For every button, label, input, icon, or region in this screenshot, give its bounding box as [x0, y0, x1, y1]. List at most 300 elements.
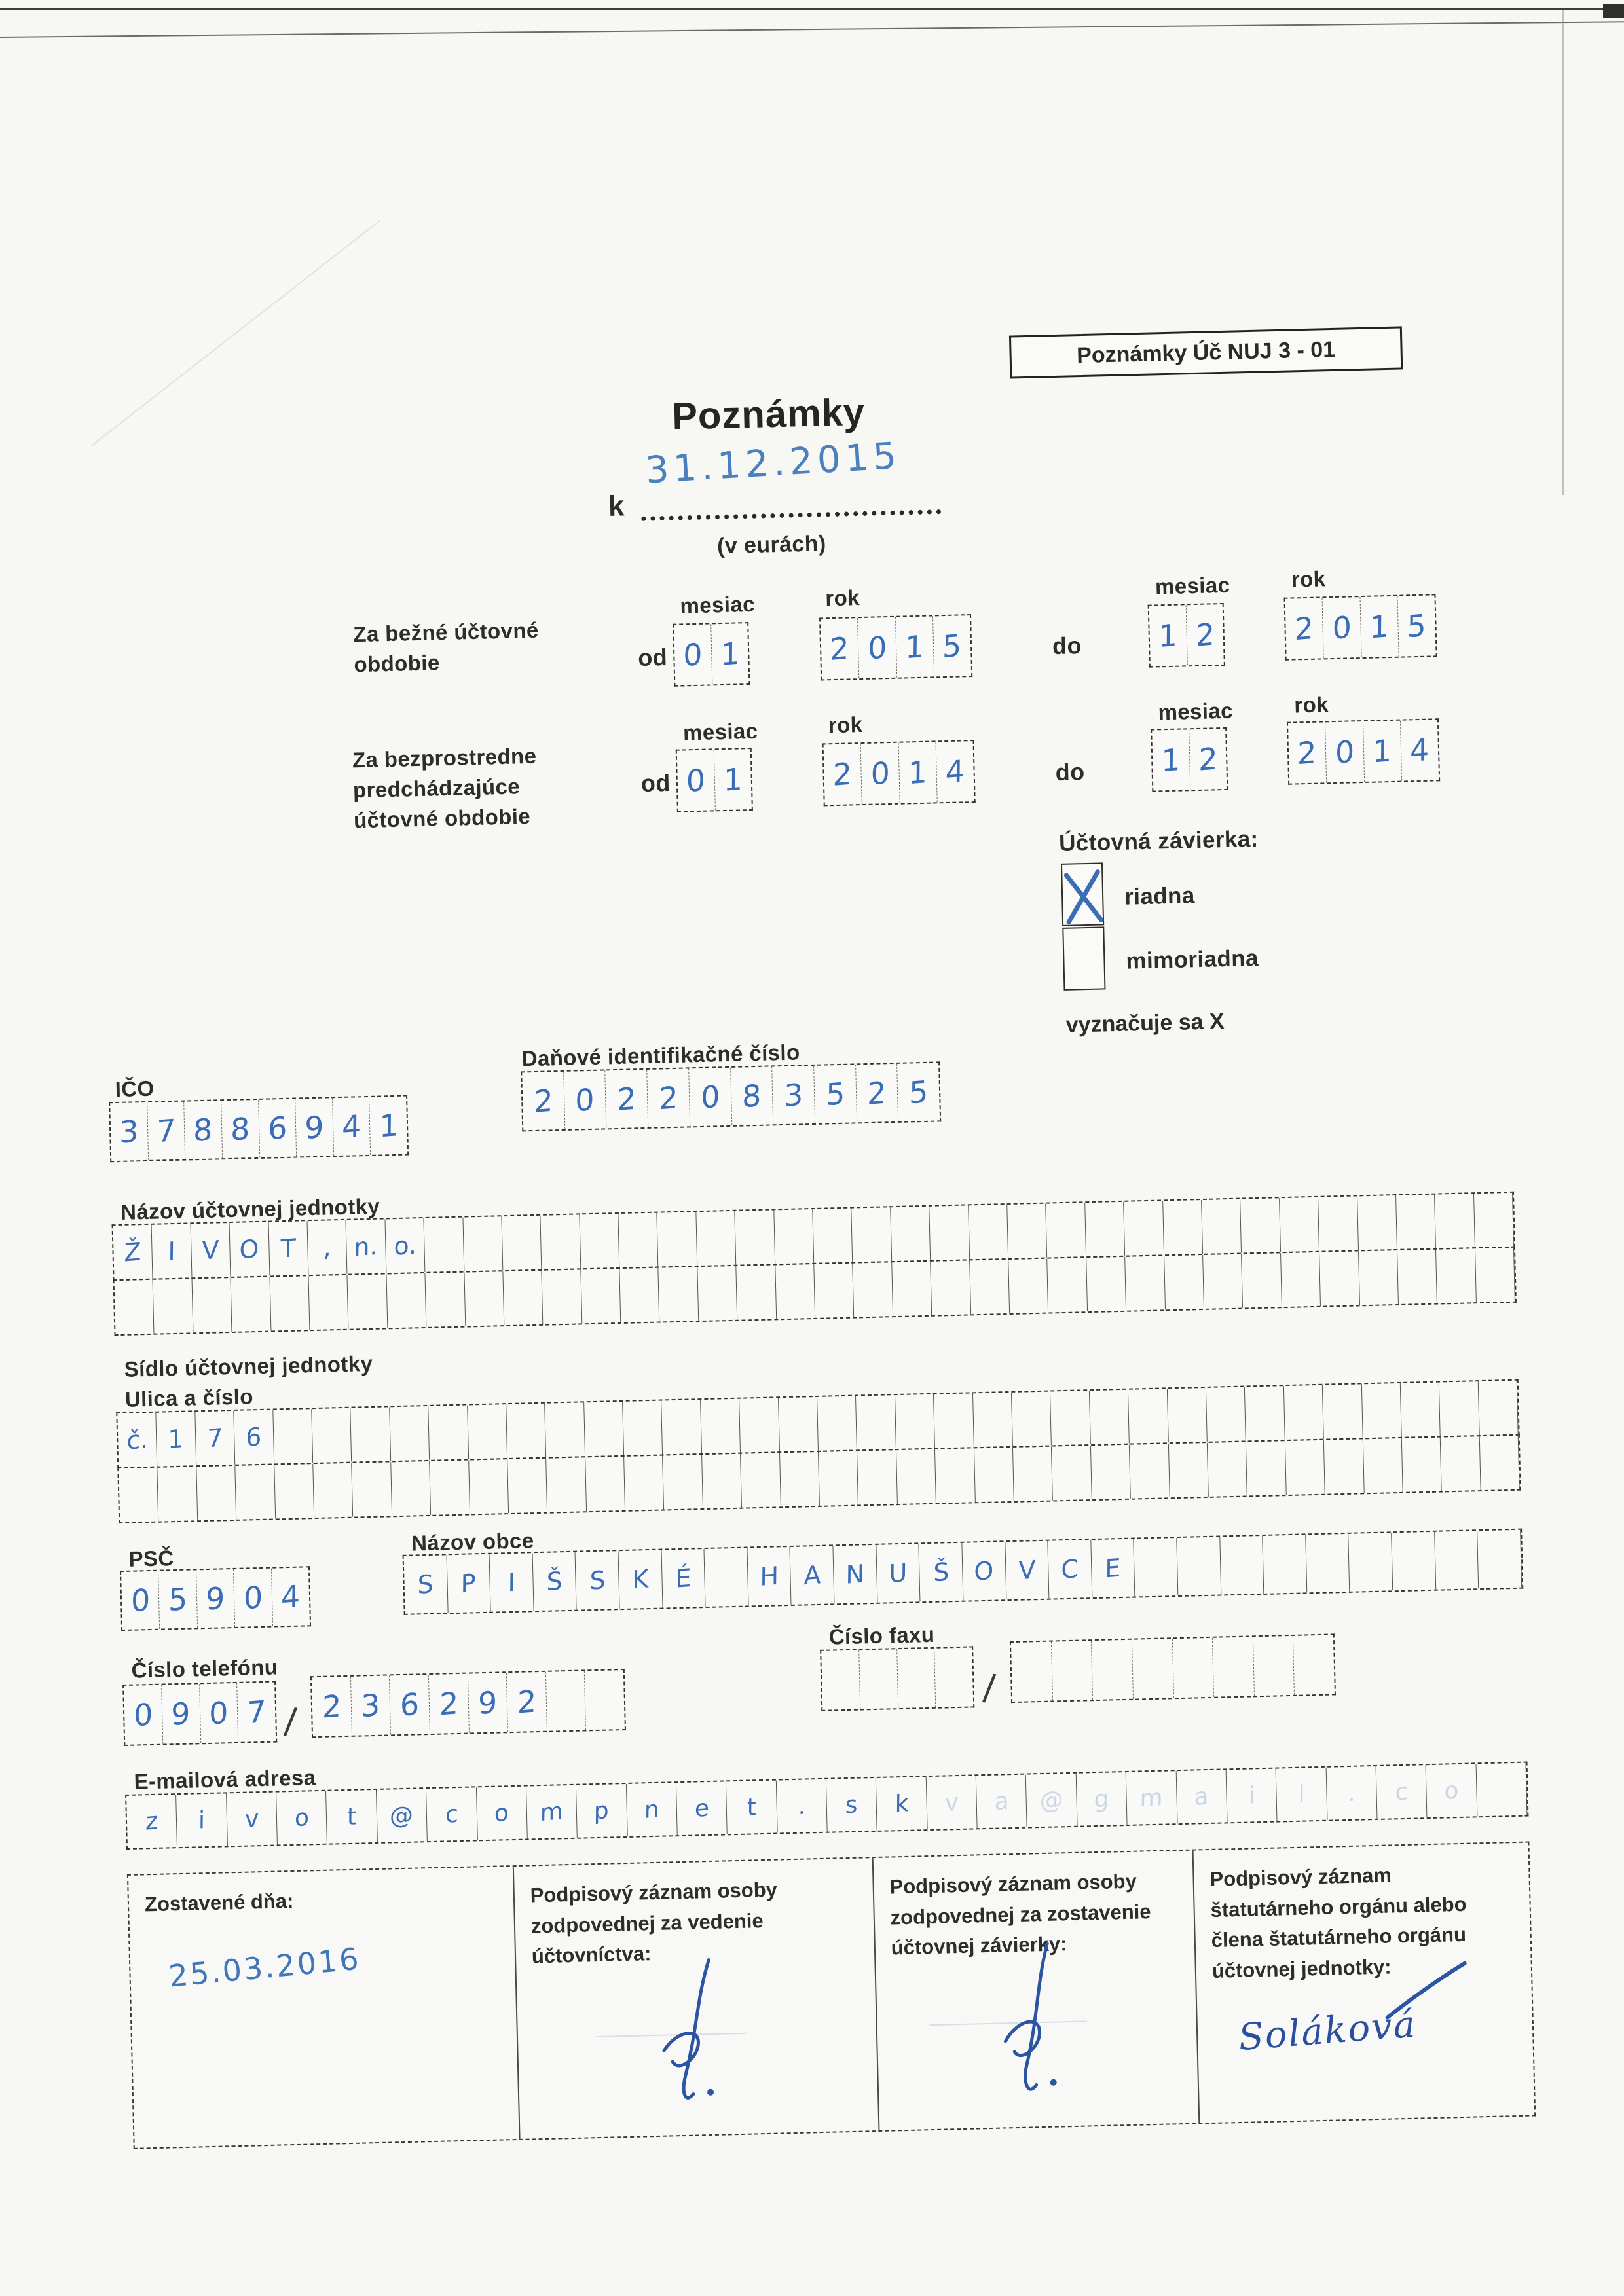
grid-cell: [1435, 1531, 1479, 1590]
grid-cell: [1050, 1391, 1090, 1445]
grid-cell: 1: [723, 761, 743, 798]
grid-cell: [935, 1448, 975, 1503]
grid-cell: [739, 1398, 779, 1452]
mimoriadna-label: mimoriadna: [1126, 945, 1259, 974]
grid-cell: [391, 1461, 431, 1516]
grid-cell: g: [1077, 1772, 1128, 1826]
grid-cell: [1477, 1530, 1522, 1589]
riadna-label: riadna: [1124, 883, 1196, 910]
closing-signature-label: Podpisový záznam osoby zodpovednej za zostavenie účtovnej závierky:: [889, 1869, 1151, 1959]
grid-cell: 2: [1285, 598, 1324, 659]
as-of-date-handwritten: 31.12.2015: [644, 434, 902, 492]
grid-cell: 2: [647, 1068, 690, 1127]
compiled-date-cell: [128, 1867, 521, 2148]
grid-cell: 0: [677, 750, 716, 811]
grid-cell: 9: [196, 1569, 235, 1628]
grid-cell: c: [1376, 1765, 1428, 1819]
currency-note: (v eurách): [716, 531, 827, 559]
grid-cell: 2: [824, 744, 862, 805]
mesiac-label: mesiac: [682, 718, 758, 745]
grid-cell: o.: [385, 1218, 425, 1273]
grid-cell: [507, 1459, 547, 1513]
mark-with-x-note: vyznačuje sa X: [1065, 1009, 1225, 1038]
grid-cell: [1363, 1438, 1403, 1493]
grid-cell: [1163, 1200, 1203, 1254]
grid-cell: 0: [861, 743, 900, 804]
do-label: do: [1055, 758, 1085, 786]
grid-cell: [1242, 1253, 1282, 1307]
grid-cell: [546, 1457, 586, 1512]
rok-label: rok: [1293, 692, 1329, 718]
grid-cell: č.: [117, 1413, 157, 1467]
rok-label: rok: [824, 585, 860, 611]
grid-cell: [273, 1409, 313, 1463]
grid-cell: [581, 1269, 621, 1323]
grid-cell: [1240, 1198, 1280, 1252]
grid-cell: [313, 1463, 353, 1518]
current-od-rok-grid: [819, 614, 972, 680]
grid-cell: v: [927, 1776, 978, 1829]
grid-cell: c: [426, 1787, 477, 1841]
od-label: od: [637, 644, 668, 672]
fax-grid-prefix: [820, 1646, 974, 1711]
previous-do-rok-grid: [1287, 718, 1440, 784]
grid-cell: Ž: [113, 1225, 153, 1279]
grid-cell: [970, 1260, 1010, 1314]
grid-cell: [931, 1260, 970, 1315]
grid-cell: i: [1227, 1769, 1278, 1823]
grid-cell: [1263, 1535, 1307, 1594]
grid-cell: [856, 1395, 896, 1449]
grid-cell: [1202, 1199, 1242, 1254]
fax-grid-number: [1010, 1633, 1336, 1703]
grid-cell: [1402, 1438, 1442, 1492]
grid-cell: [618, 1213, 658, 1267]
grid-cell: [1320, 1251, 1359, 1305]
grid-cell: V: [1005, 1541, 1050, 1600]
grid-cell: [696, 1211, 736, 1266]
grid-cell: [775, 1264, 815, 1319]
compiled-date-label: Zostavené dňa:: [144, 1889, 294, 1916]
grid-cell: S: [576, 1551, 620, 1610]
fax-slash: /: [982, 1666, 997, 1709]
grid-cell: 5: [1407, 607, 1427, 645]
grid-cell: [1128, 1389, 1168, 1443]
grid-cell: 5: [158, 1570, 197, 1628]
grid-cell: 2: [1195, 616, 1215, 653]
grid-cell: l: [1276, 1768, 1327, 1821]
grid-cell: 1: [720, 635, 740, 672]
grid-cell: [546, 1671, 587, 1730]
grid-cell: [1246, 1441, 1286, 1495]
mesiac-label: mesiac: [680, 591, 756, 618]
grid-cell: 0: [1325, 721, 1364, 782]
ico-label: IČO: [115, 1076, 155, 1102]
grid-cell: 0: [564, 1070, 607, 1129]
grid-cell: n.: [346, 1219, 386, 1273]
mesiac-label: mesiac: [1158, 698, 1234, 725]
grid-cell: 6: [390, 1675, 430, 1734]
page-title: Poznámky: [671, 390, 866, 438]
corner-mark: [1603, 4, 1624, 18]
grid-cell: 9: [295, 1098, 334, 1156]
grid-cell: V: [191, 1223, 231, 1277]
grid-cell: o: [476, 1787, 527, 1840]
grid-cell: s: [826, 1778, 877, 1832]
grid-cell: [231, 1277, 271, 1332]
grid-cell: [390, 1406, 430, 1461]
grid-cell: [503, 1271, 543, 1325]
grid-cell: [430, 1460, 470, 1514]
signature-scribble: [645, 1952, 744, 2119]
grid-cell: [813, 1209, 853, 1263]
grid-cell: [1479, 1436, 1519, 1490]
email-label: E-mailová adresa: [134, 1765, 316, 1794]
grid-cell: 6: [234, 1410, 274, 1465]
grid-cell: p: [576, 1784, 627, 1838]
grid-cell: [348, 1274, 388, 1328]
grid-cell: .: [1326, 1766, 1377, 1820]
grid-cell: [1401, 1383, 1441, 1437]
grid-cell: [780, 1452, 820, 1506]
email-grid: [125, 1762, 1528, 1850]
grid-cell: A: [790, 1546, 835, 1605]
bookkeeping-signature-cell: [514, 1858, 880, 2139]
grid-cell: 4: [280, 1578, 301, 1616]
grid-cell: t: [326, 1790, 377, 1844]
grid-cell: K: [619, 1550, 663, 1609]
grid-cell: [158, 1467, 198, 1521]
previous-od-mesiac-grid: [676, 748, 753, 812]
grid-cell: [1281, 1252, 1321, 1307]
grid-cell: z: [126, 1795, 177, 1848]
grid-cell: [1007, 1204, 1047, 1258]
grid-cell: [153, 1279, 193, 1333]
grid-cell: [857, 1450, 897, 1504]
grid-cell: C: [1048, 1540, 1092, 1599]
grid-cell: [1359, 1250, 1399, 1305]
zavierka-title: Účtovná závierka:: [1058, 826, 1259, 856]
check-x-mark-icon: [1062, 864, 1105, 927]
grid-cell: o: [276, 1791, 327, 1845]
grid-cell: [196, 1466, 236, 1520]
grid-cell: [619, 1268, 659, 1322]
grid-cell: [502, 1216, 542, 1270]
grid-cell: 2: [312, 1677, 352, 1736]
scanner-edge-line: [0, 8, 1624, 10]
grid-cell: 1: [157, 1412, 196, 1466]
grid-cell: [1475, 1248, 1515, 1302]
grid-cell: 4: [333, 1097, 371, 1156]
grid-cell: [542, 1269, 582, 1324]
grid-cell: [1306, 1534, 1350, 1593]
grid-cell: [506, 1404, 546, 1458]
fax-label: Číslo faxu: [828, 1622, 935, 1649]
grid-cell: [1253, 1636, 1295, 1696]
grid-cell: [1172, 1638, 1214, 1698]
grid-cell: [737, 1265, 777, 1319]
grid-cell: 1: [1149, 605, 1188, 666]
grid-cell: [1349, 1533, 1393, 1592]
mesiac-label: mesiac: [1154, 572, 1230, 599]
current-do-mesiac-grid: [1148, 603, 1225, 668]
grid-cell: [1085, 1202, 1125, 1256]
grid-cell: 2: [1198, 740, 1218, 778]
obec-grid: [403, 1529, 1524, 1615]
dic-label: Daňové identifikačné číslo: [521, 1040, 800, 1071]
grid-cell: [1285, 1440, 1325, 1495]
grid-cell: [659, 1267, 699, 1321]
grid-cell: [623, 1401, 663, 1455]
grid-cell: 1: [1363, 721, 1401, 782]
grid-cell: [774, 1209, 814, 1264]
grid-cell: [308, 1275, 348, 1330]
grid-cell: [1323, 1384, 1363, 1438]
grid-cell: v: [227, 1793, 278, 1846]
ico-grid: [109, 1095, 409, 1163]
grid-cell: [1130, 1444, 1170, 1498]
grid-cell: [969, 1205, 1008, 1259]
grid-cell: [1324, 1439, 1364, 1493]
grid-cell: [1220, 1536, 1264, 1595]
scan-streak: [1562, 10, 1564, 495]
grid-cell: [1245, 1386, 1285, 1440]
checkbox-mimoriadna: [1062, 926, 1105, 990]
grid-cell: .: [776, 1779, 827, 1833]
grid-cell: [1091, 1445, 1131, 1499]
grid-cell: [853, 1262, 893, 1317]
grid-cell: [814, 1264, 854, 1318]
grid-cell: [896, 1449, 936, 1504]
grid-cell: Š: [919, 1543, 964, 1602]
grid-cell: [697, 1266, 737, 1321]
grid-cell: 2: [429, 1674, 470, 1734]
grid-cell: 8: [184, 1101, 223, 1159]
checkbox-riadna: [1061, 862, 1104, 926]
grid-cell: T: [268, 1221, 308, 1275]
grid-cell: [1092, 1640, 1134, 1700]
grid-cell: [1280, 1197, 1320, 1252]
signature-scribble: [987, 1939, 1081, 2111]
grid-cell: I: [152, 1224, 192, 1278]
grid-cell: 1: [1360, 596, 1399, 657]
grid-cell: 1: [378, 1107, 399, 1144]
grid-cell: @: [1026, 1774, 1077, 1827]
grid-cell: [1476, 1763, 1527, 1817]
od-label: od: [640, 769, 671, 797]
grid-cell: [463, 1216, 503, 1271]
grid-cell: 8: [731, 1066, 774, 1125]
grid-cell: S: [404, 1555, 449, 1614]
grid-cell: [545, 1402, 585, 1457]
grid-cell: 5: [814, 1065, 857, 1123]
rok-label: rok: [828, 712, 863, 738]
grid-cell: 4: [1409, 731, 1430, 769]
statutory-signature-name: Soláková: [1236, 2003, 1418, 2060]
grid-cell: Š: [532, 1552, 577, 1611]
grid-cell: 8: [221, 1100, 260, 1158]
grid-cell: [1052, 1641, 1094, 1700]
grid-cell: [1478, 1381, 1518, 1435]
grid-cell: [624, 1455, 664, 1510]
grid-cell: [1439, 1381, 1479, 1436]
grid-cell: 3: [772, 1066, 815, 1124]
grid-cell: [934, 1647, 973, 1707]
grid-cell: [386, 1273, 426, 1328]
grid-cell: [1177, 1537, 1221, 1595]
grid-cell: [1124, 1201, 1164, 1255]
grid-cell: [821, 1650, 860, 1710]
grid-cell: 5: [942, 627, 962, 665]
grid-cell: [1397, 1250, 1437, 1304]
grid-cell: [1213, 1637, 1255, 1696]
grid-cell: P: [447, 1554, 491, 1613]
grid-cell: @: [377, 1789, 428, 1842]
compiled-date-handwritten: 25.03.2016: [167, 1941, 362, 1994]
grid-cell: [1012, 1392, 1052, 1446]
grid-cell: E: [1091, 1539, 1135, 1598]
nazov-label: Názov účtovnej jednotky: [120, 1194, 380, 1224]
grid-cell: [1052, 1446, 1092, 1500]
grid-cell: t: [726, 1781, 777, 1834]
grid-cell: [1048, 1258, 1088, 1312]
signature-table: [127, 1841, 1536, 2149]
grid-cell: 7: [147, 1102, 186, 1160]
grid-cell: 2: [856, 1064, 899, 1122]
grid-cell: [1167, 1388, 1207, 1442]
grid-cell: 7: [246, 1694, 267, 1731]
grid-cell: [1441, 1436, 1481, 1491]
grid-cell: [1318, 1196, 1358, 1250]
grid-cell: [1435, 1194, 1475, 1248]
grid-cell: [1361, 1383, 1401, 1438]
telefon-slash: /: [282, 1700, 299, 1742]
grid-cell: [702, 1454, 742, 1508]
grid-cell: 3: [110, 1102, 149, 1161]
grid-cell: 0: [858, 617, 896, 678]
grid-cell: [973, 1393, 1013, 1447]
grid-cell: [312, 1408, 352, 1463]
current-od-mesiac-grid: [673, 622, 750, 687]
grid-cell: [705, 1548, 749, 1607]
grid-cell: [270, 1276, 310, 1330]
grid-cell: [892, 1262, 932, 1316]
grid-cell: N: [834, 1545, 878, 1604]
grid-cell: 2: [821, 618, 859, 679]
grid-cell: 3: [351, 1675, 392, 1735]
grid-cell: 0: [234, 1569, 272, 1627]
current-do-rok-grid: [1283, 594, 1437, 660]
grid-cell: 6: [259, 1099, 297, 1157]
grid-cell: [584, 1402, 624, 1456]
grid-cell: [1046, 1203, 1086, 1257]
grid-cell: U: [876, 1544, 921, 1603]
k-label: k: [608, 490, 625, 523]
grid-cell: [585, 1457, 625, 1511]
grid-cell: [934, 1393, 974, 1448]
form-code-badge: Poznámky Úč NUJ 3 - 01: [1009, 326, 1403, 378]
grid-cell: n: [626, 1783, 677, 1836]
grid-cell: [580, 1214, 619, 1268]
grid-cell: [701, 1399, 741, 1453]
rok-label: rok: [1291, 566, 1326, 592]
grid-cell: a: [976, 1775, 1027, 1829]
grid-cell: [735, 1210, 775, 1264]
grid-cell: a: [1176, 1770, 1227, 1823]
grid-cell: [274, 1464, 314, 1518]
obec-label: Názov obce: [411, 1528, 534, 1556]
ulica-label: Ulica a číslo: [124, 1384, 254, 1412]
grid-cell: [464, 1271, 504, 1326]
grid-cell: [1357, 1195, 1397, 1250]
grid-cell: 4: [945, 753, 965, 790]
grid-cell: i: [176, 1793, 227, 1847]
grid-cell: O: [962, 1542, 1006, 1601]
previous-do-mesiac-grid: [1151, 727, 1228, 792]
psc-grid: [120, 1566, 311, 1631]
grid-cell: [663, 1455, 703, 1509]
grid-cell: [1086, 1257, 1126, 1311]
date-dotted-line: [640, 481, 941, 521]
grid-cell: [779, 1397, 819, 1451]
grid-cell: [424, 1218, 464, 1272]
period-current-label: Za bežné účtovné obdobie: [352, 617, 540, 677]
grid-cell: 2: [606, 1070, 649, 1128]
grid-cell: [817, 1396, 857, 1451]
grid-cell: 9: [162, 1684, 201, 1743]
grid-cell: É: [661, 1549, 706, 1608]
statutory-signature-cell: [1193, 1843, 1534, 2123]
grid-cell: [662, 1400, 702, 1454]
grid-cell: [1134, 1538, 1179, 1597]
grid-cell: [1392, 1532, 1436, 1591]
grid-cell: 0: [200, 1683, 239, 1743]
grid-cell: o: [1426, 1764, 1477, 1817]
grid-cell: [1203, 1254, 1243, 1309]
grid-cell: [1293, 1635, 1335, 1694]
grid-cell: 9: [468, 1673, 508, 1732]
grid-cell: [859, 1649, 898, 1709]
grid-cell: [1208, 1442, 1247, 1497]
grid-cell: [192, 1278, 232, 1332]
grid-cell: [891, 1207, 931, 1261]
grid-cell: [1008, 1259, 1048, 1313]
psc-label: PSČ: [128, 1546, 175, 1571]
grid-cell: [469, 1459, 509, 1514]
grid-cell: [468, 1404, 507, 1459]
grid-cell: [1396, 1195, 1436, 1249]
grid-cell: 0: [689, 1068, 732, 1126]
grid-cell: m: [526, 1785, 578, 1839]
closing-signature-cell: [874, 1851, 1200, 2130]
grid-cell: [1164, 1255, 1204, 1309]
grid-cell: [974, 1448, 1014, 1502]
dic-grid: [521, 1061, 941, 1131]
grid-cell: 2: [1288, 722, 1327, 783]
grid-cell: [1474, 1193, 1514, 1247]
grid-cell: [1284, 1385, 1324, 1440]
grid-cell: [585, 1670, 625, 1730]
grid-cell: m: [1126, 1771, 1177, 1825]
grid-cell: O: [230, 1222, 270, 1277]
do-label: do: [1052, 632, 1082, 660]
grid-cell: 5: [908, 1073, 929, 1111]
grid-cell: [1013, 1446, 1053, 1501]
telefon-grid-number: [310, 1669, 626, 1738]
grid-cell: [1206, 1387, 1246, 1442]
grid-cell: 1: [1152, 729, 1190, 790]
telefon-label: Číslo telefónu: [131, 1654, 278, 1683]
